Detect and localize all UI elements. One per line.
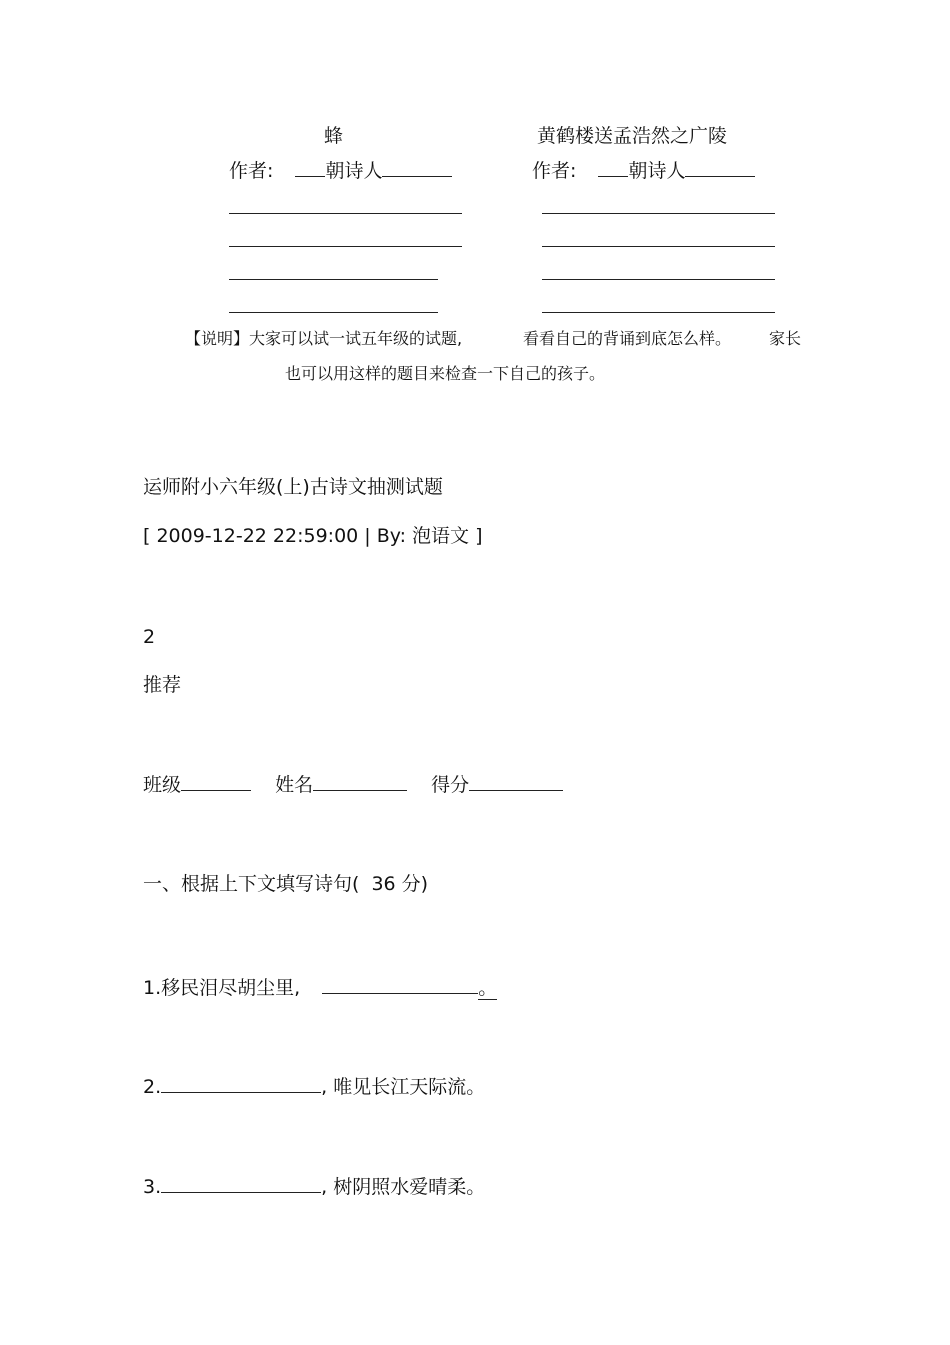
student-info-line [143,772,563,797]
question-3 [143,1174,485,1199]
question-2-text: , 唯见长江天际流。 [321,1076,486,1098]
poet-blank[interactable] [382,158,452,177]
name-field[interactable] [313,772,407,791]
score-field[interactable] [469,772,563,791]
question-1 [143,975,497,1000]
poem-right-answer-line-2[interactable] [542,246,775,247]
question-3-blank[interactable] [161,1174,321,1193]
score-label: 得分 [431,774,470,796]
dynasty-blank[interactable] [598,158,628,177]
question-2 [143,1074,485,1099]
question-1-end: 。 [478,977,498,999]
note-line-2: 也可以用这样的题目来检查一下自己的孩子。 [285,364,606,383]
author-label: 作者: [532,160,577,182]
poet-blank[interactable] [685,158,755,177]
section1-heading [143,872,428,896]
class-label: 班级 [143,774,182,796]
name-label: 姓名 [275,774,314,796]
class-field[interactable] [181,772,251,791]
recommend-link[interactable]: 推荐 [143,674,182,696]
poem-right-answer-line-3[interactable] [542,279,775,280]
question-1-text: 1.移民泪尽胡尘里, [143,977,301,999]
section1-heading-text: 一、根据上下文填写诗句( [143,873,360,895]
dynasty-suffix: 朝诗人 [628,160,686,182]
poem-left-author-line [229,158,452,183]
poem-right-author-line [532,158,755,183]
poem-left-answer-line-1[interactable] [229,213,462,214]
question-3-text: , 树阴照水爱晴柔。 [321,1176,486,1198]
poem-left-answer-line-2[interactable] [229,246,462,247]
recommend-count: 2 [143,626,156,648]
question-1-blank[interactable] [322,975,478,994]
author-label: 作者: [229,160,274,182]
question-3-number: 3. [143,1176,162,1198]
poem-left-title: 蜂 [324,125,344,147]
poem-right-answer-line-4[interactable] [542,312,775,313]
dynasty-suffix: 朝诗人 [325,160,383,182]
dynasty-blank[interactable] [295,158,325,177]
article-title: 运师附小六年级(上)古诗文抽测试题 [143,476,443,498]
poem-right-answer-line-1[interactable] [542,213,775,214]
poem-left-answer-line-3[interactable] [229,279,438,280]
section1-points: 36 分) [371,873,429,895]
poem-right-title: 黄鹤楼送孟浩然之广陵 [537,125,728,147]
poem-left-answer-line-4[interactable] [229,312,438,313]
note-line-1c: 家长 [769,329,802,348]
note-line-1b: 看看自己的背诵到底怎么样。 [523,329,732,348]
note-line-1a: 【说明】大家可以试一试五年级的试题, [185,329,463,348]
article-meta: [ 2009-12-22 22:59:00 | By: 泡语文 ] [143,525,483,547]
question-2-number: 2. [143,1076,162,1098]
question-2-blank[interactable] [161,1074,321,1093]
